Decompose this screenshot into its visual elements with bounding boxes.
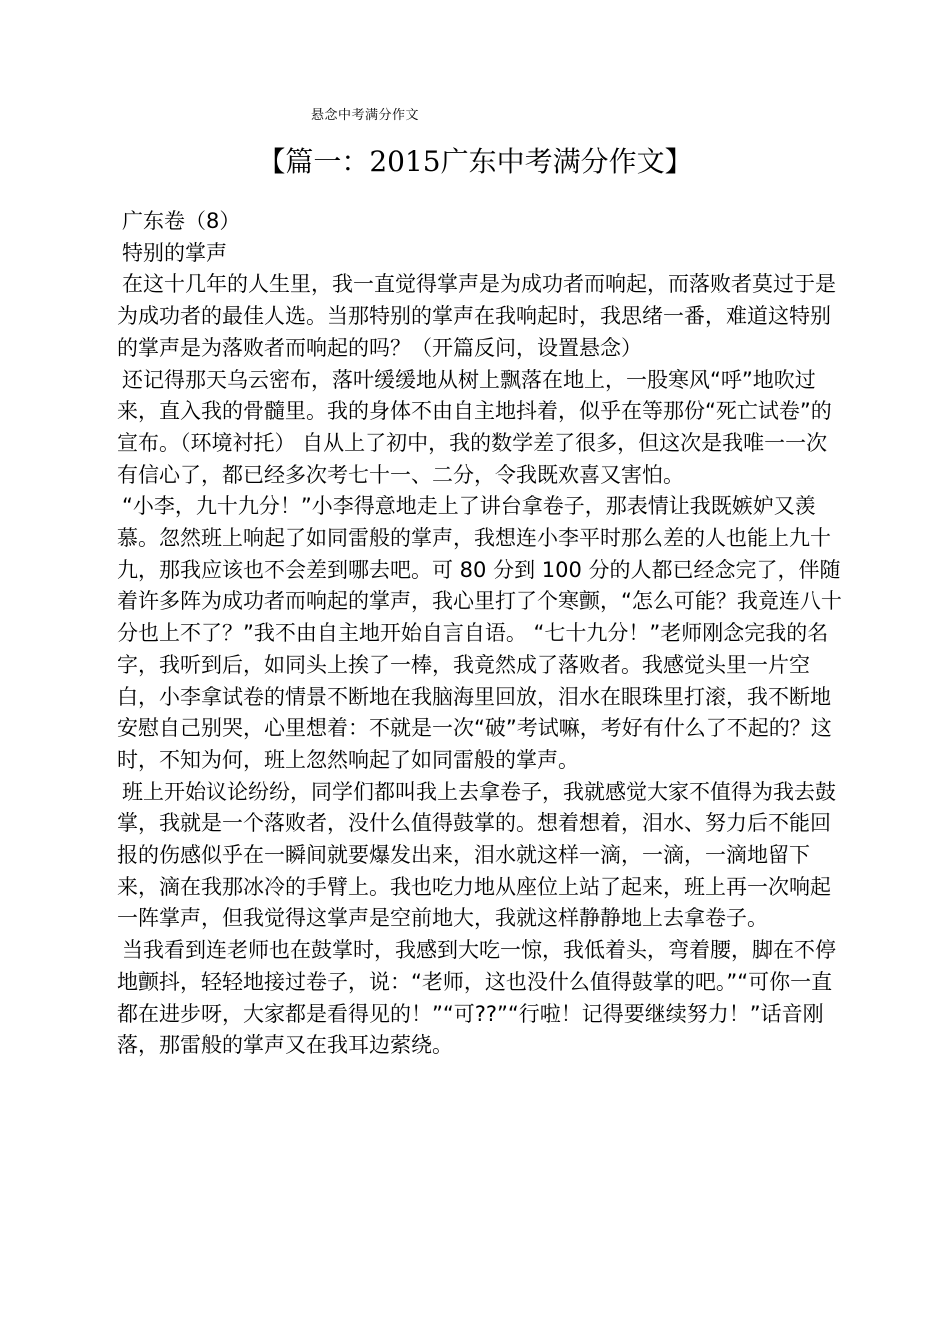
essay-title: 特别的掌声 (122, 240, 227, 265)
paragraph: 当我看到连老师也在鼓掌时，我感到大吃一惊，我低着头，弯着腰，脚在不停地颤抖，轻轻地接过卷子，说：“老师，这也没什么值得鼓掌的吧。”“可你一直都在进步呀，大家都是看得见的！”“可??”“行啦！记得要继续努力！”话音刚落，那雷般的掌声又在我耳边萦绕。 (117, 938, 836, 1058)
document-title: 【篇一：2015广东中考满分作文】 (257, 145, 693, 178)
source-line: 广东卷（8） (122, 209, 241, 233)
essay-body (117, 206, 843, 1062)
paragraph: 还记得那天乌云密布，落叶缓缓地从树上飘落在地上，一股寒风“呼”地吹过来，直入我的骨髓里。我的身体不由自主地抖着，似乎在等那份“死亡试卷”的宣布。（环境衬托） 自从上了初中，我的数学差了很多，但这次是我唯一一次有信心了，都已经多次考七十一、二分，令我既欢喜又害怕。 (117, 367, 832, 487)
paragraph: “小李，九十九分！”小李得意地走上了讲台拿卷子，那表情让我既嫉妒又羡慕。忽然班上响起了如同雷般的掌声，我想连小李平时那么差的人也能上九十九，那我应该也不会差到哪去吧。可 80 分到 100 分的人都已经念完了，伴随着许多阵为成功者而响起的掌声，我心里打了个寒颤，“怎么可能？我竟连八十分也上不了？”我不由自主地开始自言自语。 “七十九分！”老师刚念完我的名字，我听到后，如同头上挨了一棒，我竟然成了落败者。我感觉头里一片空白，小李拿试卷的情景不断地在我脑海里回放，泪水在眼珠里打滚，我不断地安慰自己别哭，心里想着：不就是一次“破”考试嘛，考好有什么了不起的？这时，不知为何，班上忽然响起了如同雷般的掌声。 (117, 494, 842, 772)
paragraph: 班上开始议论纷纷，同学们都叫我上去拿卷子，我就感觉大家不值得为我去鼓掌，我就是一个落败者，没什么值得鼓掌的。想着想着，泪水、努力后不能回报的伤感似乎在一瞬间就要爆发出来，泪水就这样一滴，一滴，一滴地留下来，滴在我那冰冷的手臂上。我也吃力地从座位上站了起来，班上再一次响起一阵掌声，但我觉得这掌声是空前地大，我就这样静静地上去拿卷子。 (117, 779, 836, 931)
running-header: 悬念中考满分作文 (311, 108, 420, 123)
paragraph: 在这十几年的人生里，我一直觉得掌声是为成功者而响起，而落败者莫过于是为成功者的最佳人选。当那特别的掌声在我响起时，我思绪一番，难道这特别的掌声是为落败者而响起的吗？（开篇反问，设置悬念） (117, 272, 836, 360)
